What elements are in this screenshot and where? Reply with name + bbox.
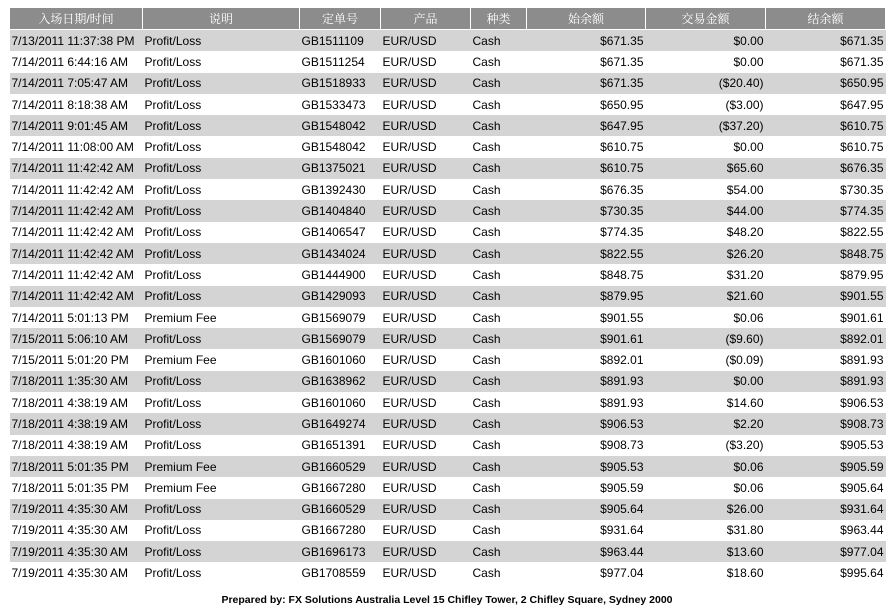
cell-type: Cash [471,435,527,456]
cell-product: EUR/USD [381,200,471,221]
cell-entry-datetime: 7/14/2011 11:42:42 AM [10,264,143,285]
cell-closing-balance: $671.35 [766,30,886,52]
cell-order-number: GB1533473 [300,94,381,115]
table-row [10,307,886,328]
cell-type: Cash [471,94,527,115]
cell-closing-balance: $977.04 [766,541,886,562]
cell-description: Profit/Loss [143,264,300,285]
table-row [10,456,886,477]
cell-description: Profit/Loss [143,520,300,541]
cell-description: Profit/Loss [143,435,300,456]
cell-closing-balance: $676.35 [766,158,886,179]
cell-order-number: GB1429093 [300,286,381,307]
cell-order-number: GB1601060 [300,392,381,413]
cell-entry-datetime: 7/14/2011 8:18:38 AM [10,94,143,115]
cell-type: Cash [471,477,527,498]
cell-opening-balance: $610.75 [527,158,646,179]
table-row [10,371,886,392]
cell-transaction-amount: ($3.00) [646,94,766,115]
table-row [10,541,886,562]
cell-closing-balance: $730.35 [766,179,886,200]
cell-type: Cash [471,328,527,349]
cell-entry-datetime: 7/19/2011 4:35:30 AM [10,541,143,562]
cell-description: Profit/Loss [143,392,300,413]
cell-transaction-amount: ($20.40) [646,73,766,94]
cell-type: Cash [471,158,527,179]
cell-type: Cash [471,520,527,541]
cell-order-number: GB1444900 [300,264,381,285]
cell-opening-balance: $891.93 [527,371,646,392]
cell-order-number: GB1569079 [300,307,381,328]
table-row [10,562,886,583]
cell-transaction-amount: $31.80 [646,520,766,541]
cell-description: Premium Fee [143,456,300,477]
account-history-table [9,7,886,584]
cell-order-number: GB1660529 [300,456,381,477]
cell-opening-balance: $905.53 [527,456,646,477]
cell-entry-datetime: 7/18/2011 5:01:35 PM [10,456,143,477]
cell-order-number: GB1569079 [300,328,381,349]
cell-opening-balance: $931.64 [527,520,646,541]
cell-closing-balance: $995.64 [766,562,886,583]
cell-order-number: GB1375021 [300,158,381,179]
cell-type: Cash [471,371,527,392]
cell-type: Cash [471,179,527,200]
table-row [10,51,886,72]
cell-opening-balance: $905.64 [527,499,646,520]
cell-transaction-amount: $14.60 [646,392,766,413]
cell-product: EUR/USD [381,94,471,115]
cell-type: Cash [471,562,527,583]
table-row [10,136,886,157]
cell-transaction-amount: $54.00 [646,179,766,200]
cell-product: EUR/USD [381,477,471,498]
cell-product: EUR/USD [381,541,471,562]
cell-type: Cash [471,541,527,562]
cell-entry-datetime: 7/15/2011 5:01:20 PM [10,349,143,370]
table-row [10,158,886,179]
cell-description: Profit/Loss [143,222,300,243]
cell-closing-balance: $963.44 [766,520,886,541]
cell-entry-datetime: 7/14/2011 11:42:42 AM [10,286,143,307]
cell-closing-balance: $610.75 [766,115,886,136]
cell-opening-balance: $671.35 [527,30,646,52]
cell-entry-datetime: 7/14/2011 11:42:42 AM [10,222,143,243]
cell-product: EUR/USD [381,371,471,392]
table-row [10,94,886,115]
header-product: 产品 [381,8,471,30]
cell-closing-balance: $905.59 [766,456,886,477]
table-row [10,179,886,200]
cell-product: EUR/USD [381,349,471,370]
cell-order-number: GB1518933 [300,73,381,94]
cell-order-number: GB1511109 [300,30,381,52]
cell-order-number: GB1708559 [300,562,381,583]
cell-closing-balance: $822.55 [766,222,886,243]
cell-description: Premium Fee [143,477,300,498]
cell-type: Cash [471,136,527,157]
cell-transaction-amount: $0.00 [646,136,766,157]
cell-entry-datetime: 7/14/2011 7:05:47 AM [10,73,143,94]
cell-opening-balance: $963.44 [527,541,646,562]
cell-opening-balance: $879.95 [527,286,646,307]
cell-closing-balance: $879.95 [766,264,886,285]
cell-closing-balance: $891.93 [766,371,886,392]
cell-entry-datetime: 7/14/2011 6:44:16 AM [10,51,143,72]
table-row [10,286,886,307]
cell-entry-datetime: 7/14/2011 9:01:45 AM [10,115,143,136]
cell-product: EUR/USD [381,243,471,264]
cell-order-number: GB1696173 [300,541,381,562]
cell-opening-balance: $848.75 [527,264,646,285]
cell-entry-datetime: 7/14/2011 11:42:42 AM [10,200,143,221]
cell-order-number: GB1434024 [300,243,381,264]
cell-opening-balance: $774.35 [527,222,646,243]
table-row [10,328,886,349]
cell-transaction-amount: $0.06 [646,456,766,477]
cell-description: Profit/Loss [143,115,300,136]
cell-opening-balance: $822.55 [527,243,646,264]
cell-closing-balance: $905.53 [766,435,886,456]
cell-type: Cash [471,115,527,136]
cell-product: EUR/USD [381,392,471,413]
table-row [10,264,886,285]
cell-type: Cash [471,51,527,72]
cell-entry-datetime: 7/19/2011 4:35:30 AM [10,520,143,541]
cell-entry-datetime: 7/14/2011 11:42:42 AM [10,158,143,179]
cell-opening-balance: $730.35 [527,200,646,221]
cell-opening-balance: $906.53 [527,413,646,434]
cell-description: Profit/Loss [143,499,300,520]
cell-product: EUR/USD [381,413,471,434]
cell-description: Profit/Loss [143,179,300,200]
cell-description: Premium Fee [143,307,300,328]
cell-description: Profit/Loss [143,73,300,94]
cell-product: EUR/USD [381,115,471,136]
cell-order-number: GB1404840 [300,200,381,221]
cell-type: Cash [471,30,527,52]
cell-description: Profit/Loss [143,30,300,52]
cell-product: EUR/USD [381,456,471,477]
cell-order-number: GB1406547 [300,222,381,243]
cell-opening-balance: $671.35 [527,73,646,94]
cell-type: Cash [471,349,527,370]
cell-closing-balance: $906.53 [766,392,886,413]
cell-closing-balance: $908.73 [766,413,886,434]
cell-type: Cash [471,73,527,94]
cell-opening-balance: $647.95 [527,115,646,136]
table-row [10,73,886,94]
table-row [10,115,886,136]
cell-type: Cash [471,392,527,413]
header-order-number: 定单号 [300,8,381,30]
cell-closing-balance: $901.61 [766,307,886,328]
cell-closing-balance: $610.75 [766,136,886,157]
cell-entry-datetime: 7/18/2011 1:35:30 AM [10,371,143,392]
cell-product: EUR/USD [381,562,471,583]
cell-product: EUR/USD [381,158,471,179]
cell-order-number: GB1548042 [300,115,381,136]
cell-product: EUR/USD [381,179,471,200]
cell-product: EUR/USD [381,30,471,52]
cell-opening-balance: $892.01 [527,349,646,370]
header-description: 说明 [143,8,300,30]
cell-entry-datetime: 7/14/2011 11:08:00 AM [10,136,143,157]
cell-order-number: GB1511254 [300,51,381,72]
cell-opening-balance: $977.04 [527,562,646,583]
cell-description: Profit/Loss [143,243,300,264]
cell-closing-balance: $774.35 [766,200,886,221]
cell-closing-balance: $848.75 [766,243,886,264]
table-row [10,477,886,498]
cell-product: EUR/USD [381,51,471,72]
cell-closing-balance: $892.01 [766,328,886,349]
report-footer: Prepared by: FX Solutions Australia Level 15 Chifley Tower, 2 Chifley Square, Sydney 2000 [221,594,673,606]
table-header [10,8,886,30]
cell-entry-datetime: 7/14/2011 11:42:42 AM [10,243,143,264]
header-type: 种类 [471,8,527,30]
cell-opening-balance: $905.59 [527,477,646,498]
table-row [10,435,886,456]
cell-description: Profit/Loss [143,136,300,157]
cell-transaction-amount: $31.20 [646,264,766,285]
cell-opening-balance: $671.35 [527,51,646,72]
cell-opening-balance: $650.95 [527,94,646,115]
cell-entry-datetime: 7/15/2011 5:06:10 AM [10,328,143,349]
cell-opening-balance: $676.35 [527,179,646,200]
cell-transaction-amount: $0.06 [646,477,766,498]
cell-type: Cash [471,499,527,520]
cell-order-number: GB1651391 [300,435,381,456]
cell-order-number: GB1638962 [300,371,381,392]
table-row [10,392,886,413]
cell-transaction-amount: $2.20 [646,413,766,434]
cell-transaction-amount: $26.00 [646,499,766,520]
cell-entry-datetime: 7/14/2011 5:01:13 PM [10,307,143,328]
cell-order-number: GB1392430 [300,179,381,200]
cell-closing-balance: $650.95 [766,73,886,94]
table-row [10,200,886,221]
cell-type: Cash [471,286,527,307]
cell-opening-balance: $901.61 [527,328,646,349]
cell-entry-datetime: 7/18/2011 5:01:35 PM [10,477,143,498]
cell-order-number: GB1601060 [300,349,381,370]
cell-description: Profit/Loss [143,371,300,392]
cell-transaction-amount: $26.20 [646,243,766,264]
cell-transaction-amount: ($9.60) [646,328,766,349]
cell-product: EUR/USD [381,328,471,349]
cell-description: Profit/Loss [143,413,300,434]
table-row [10,30,886,52]
cell-product: EUR/USD [381,136,471,157]
cell-transaction-amount: $21.60 [646,286,766,307]
cell-closing-balance: $647.95 [766,94,886,115]
cell-product: EUR/USD [381,520,471,541]
cell-transaction-amount: $0.00 [646,51,766,72]
cell-closing-balance: $901.55 [766,286,886,307]
cell-product: EUR/USD [381,435,471,456]
cell-transaction-amount: $13.60 [646,541,766,562]
cell-order-number: GB1667280 [300,520,381,541]
cell-closing-balance: $891.93 [766,349,886,370]
cell-product: EUR/USD [381,499,471,520]
cell-product: EUR/USD [381,222,471,243]
cell-description: Profit/Loss [143,94,300,115]
cell-product: EUR/USD [381,264,471,285]
header-closing-balance: 结余额 [766,8,886,30]
cell-closing-balance: $905.64 [766,477,886,498]
cell-type: Cash [471,264,527,285]
cell-entry-datetime: 7/18/2011 4:38:19 AM [10,392,143,413]
table-body [10,30,886,584]
cell-product: EUR/USD [381,286,471,307]
table-row [10,349,886,370]
cell-type: Cash [471,456,527,477]
table-row [10,520,886,541]
cell-transaction-amount: $65.60 [646,158,766,179]
cell-transaction-amount: $48.20 [646,222,766,243]
cell-order-number: GB1660529 [300,499,381,520]
table-row [10,413,886,434]
cell-entry-datetime: 7/19/2011 4:35:30 AM [10,562,143,583]
cell-description: Profit/Loss [143,200,300,221]
cell-type: Cash [471,200,527,221]
cell-transaction-amount: $0.00 [646,371,766,392]
cell-description: Profit/Loss [143,562,300,583]
cell-transaction-amount: ($0.09) [646,349,766,370]
cell-entry-datetime: 7/18/2011 4:38:19 AM [10,413,143,434]
cell-transaction-amount: $44.00 [646,200,766,221]
cell-description: Profit/Loss [143,286,300,307]
cell-transaction-amount: $0.06 [646,307,766,328]
table-row [10,499,886,520]
cell-entry-datetime: 7/19/2011 4:35:30 AM [10,499,143,520]
cell-entry-datetime: 7/14/2011 11:42:42 AM [10,179,143,200]
table-row [10,222,886,243]
cell-description: Profit/Loss [143,328,300,349]
cell-product: EUR/USD [381,307,471,328]
cell-closing-balance: $671.35 [766,51,886,72]
cell-transaction-amount: $0.00 [646,30,766,52]
cell-description: Profit/Loss [143,51,300,72]
cell-opening-balance: $891.93 [527,392,646,413]
cell-order-number: GB1667280 [300,477,381,498]
cell-entry-datetime: 7/13/2011 11:37:38 PM [10,30,143,52]
header-transaction-amount: 交易金额 [646,8,766,30]
cell-description: Premium Fee [143,349,300,370]
cell-product: EUR/USD [381,73,471,94]
cell-type: Cash [471,413,527,434]
cell-type: Cash [471,243,527,264]
header-entry-datetime: 入场日期/时间 [10,8,143,30]
cell-type: Cash [471,222,527,243]
cell-transaction-amount: ($3.20) [646,435,766,456]
cell-opening-balance: $901.55 [527,307,646,328]
cell-opening-balance: $908.73 [527,435,646,456]
cell-order-number: GB1548042 [300,136,381,157]
cell-type: Cash [471,307,527,328]
header-opening-balance: 始余额 [527,8,646,30]
header-row [10,8,886,30]
cell-description: Profit/Loss [143,541,300,562]
cell-order-number: GB1649274 [300,413,381,434]
cell-closing-balance: $931.64 [766,499,886,520]
cell-entry-datetime: 7/18/2011 4:38:19 AM [10,435,143,456]
table-row [10,243,886,264]
cell-description: Profit/Loss [143,158,300,179]
cell-transaction-amount: ($37.20) [646,115,766,136]
cell-transaction-amount: $18.60 [646,562,766,583]
cell-opening-balance: $610.75 [527,136,646,157]
